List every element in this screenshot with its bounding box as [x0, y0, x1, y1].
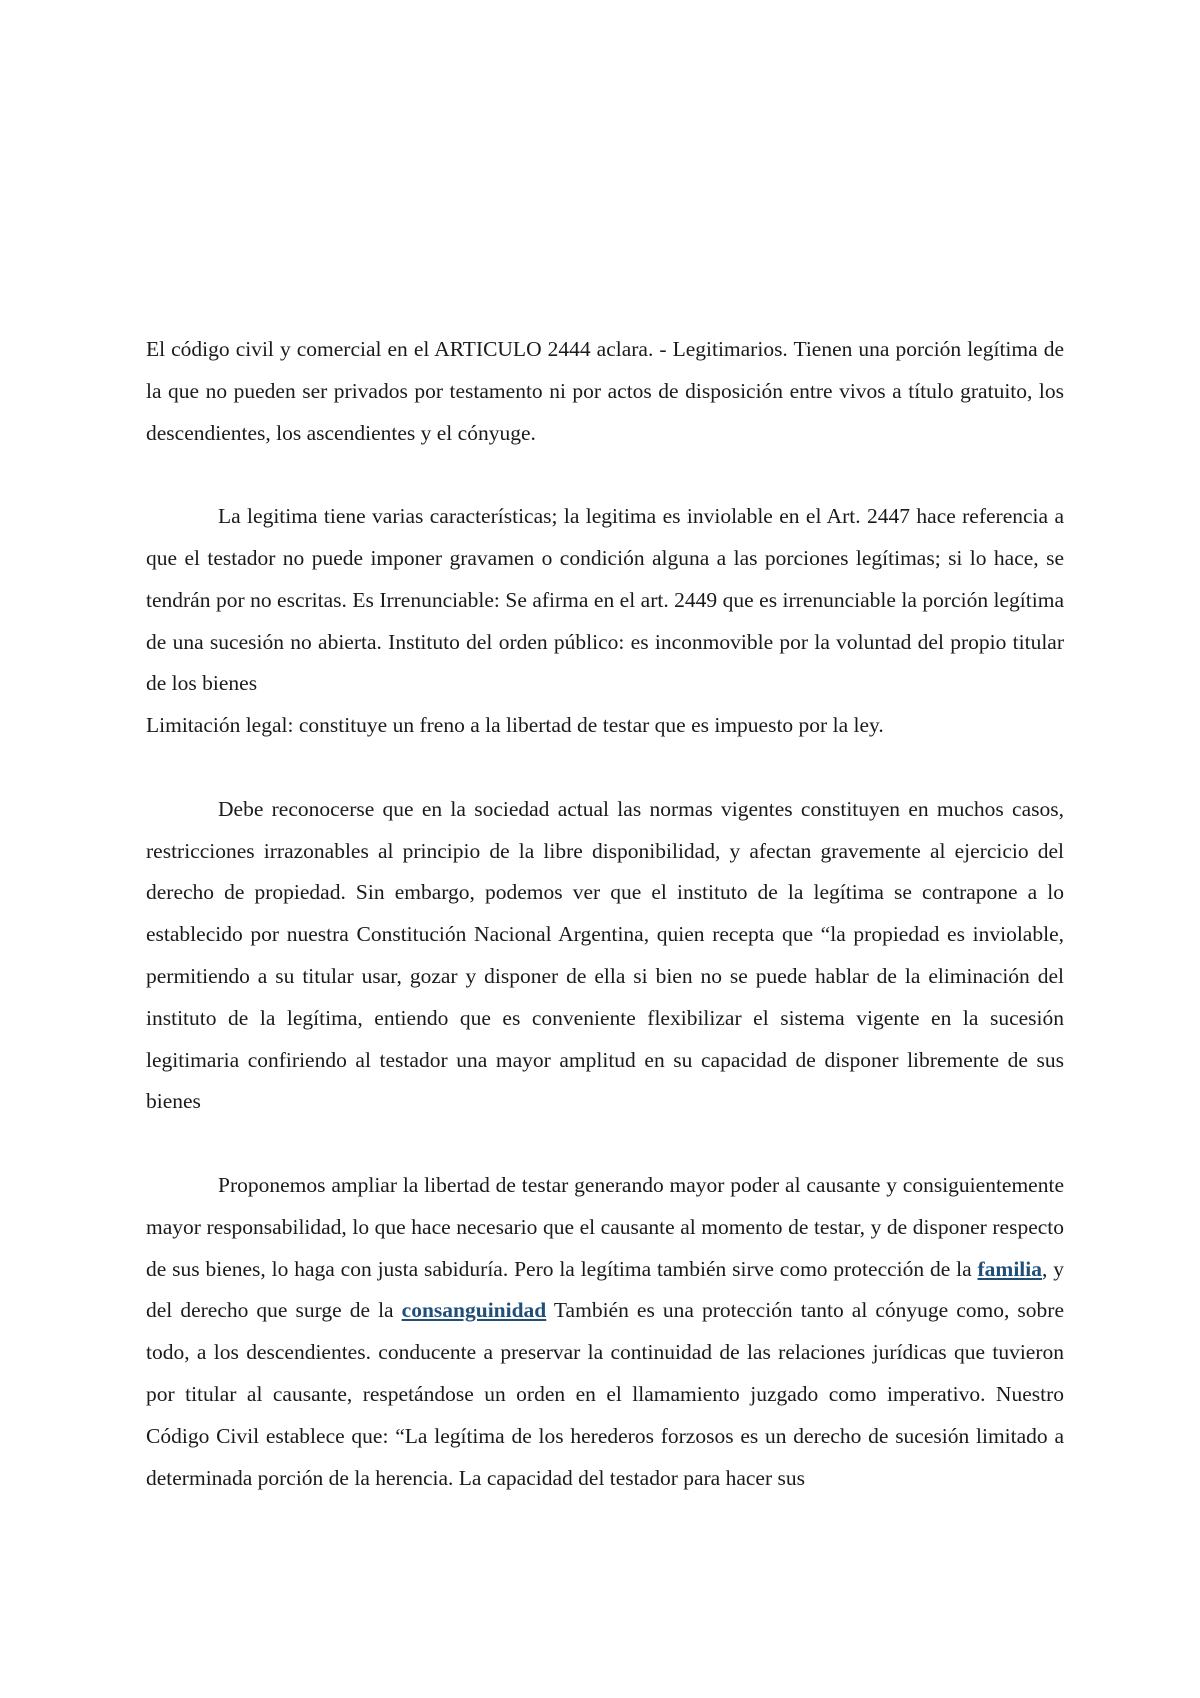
paragraph-spacer: [146, 454, 1064, 496]
familia-link[interactable]: familia: [977, 1256, 1043, 1281]
paragraph-limitacion-legal: Limitación legal: constituye un freno a la libertad de testar que es impuesto por la ley.: [146, 713, 884, 738]
document-body: [146, 329, 1064, 1499]
paragraph-spacer: [146, 747, 1064, 789]
paragraph-proponemos: [146, 1165, 1064, 1499]
consanguinidad-link[interactable]: consanguinidad: [401, 1298, 547, 1323]
paragraph-spacer: [146, 1123, 1064, 1165]
paragraph-proponemos-text-2: , y del derecho que surge de la: [146, 1256, 1064, 1323]
paragraph-proponemos-text-3: También es una protección tanto al cónyuge como, sobre todo, a los descendientes. conducente a preservar la continuidad de las relaciones jurídicas que tuvieron por titular al causante, respetándose un orden en el llamamiento juzgado como imperativo. Nuestro Código Civil establece que: “La legítima de los herederos forzosos es un derecho de sucesión limitado a determinada porción de la herencia. La capacidad del testador para hacer sus: [146, 1298, 1064, 1490]
paragraph-caracteristicas: La legitima tiene varias características; la legitima es inviolable en el Art. 2447 hace referencia a que el testador no puede imponer gravamen o condición alguna a las porciones legítimas; si lo hace, se tendrán por no escritas. Es Irrenunciable: Se afirma en el art. 2449 que es irrenunciable la porción legítima de una sucesión no abierta. Instituto del orden público: es inconmovible por la voluntad del propio titular de los bienes: [146, 504, 1064, 696]
paragraph-proponemos-text-1: Proponemos ampliar la libertad de testar generando mayor poder al causante y consiguientemente mayor responsabilidad, lo que hace necesario que el causante al momento de testar, y de disponer respecto de sus bienes, lo haga con justa sabiduría. Pero la legítima también sirve como protección de la: [146, 1172, 1064, 1281]
paragraph-legitimarios: El código civil y comercial en el ARTICULO 2444 aclara. - Legitimarios. Tienen una porción legítima de la que no pueden ser privados por testamento ni por actos de disposición entre vivos a título gratuito, los descendientes, los ascendientes y el cónyuge.: [146, 337, 1064, 445]
paragraph-sociedad-actual: Debe reconocerse que en la sociedad actual las normas vigentes constituyen en muchos casos, restricciones irrazonables al principio de la libre disponibilidad, y afectan gravemente al ejercicio del derecho de propiedad. Sin embargo, podemos ver que el instituto de la legítima se contrapone a lo establecido por nuestra Constitución Nacional Argentina, quien recepta que “la propiedad es inviolable, permitiendo a su titular usar, gozar y disponer de ella si bien no se puede hablar de la eliminación del instituto de la legítima, entiendo que es conveniente flexibilizar el sistema vigente en la sucesión legitimaria confiriendo al testador una mayor amplitud en su capacidad de disponer libremente de sus bienes: [146, 796, 1064, 1114]
